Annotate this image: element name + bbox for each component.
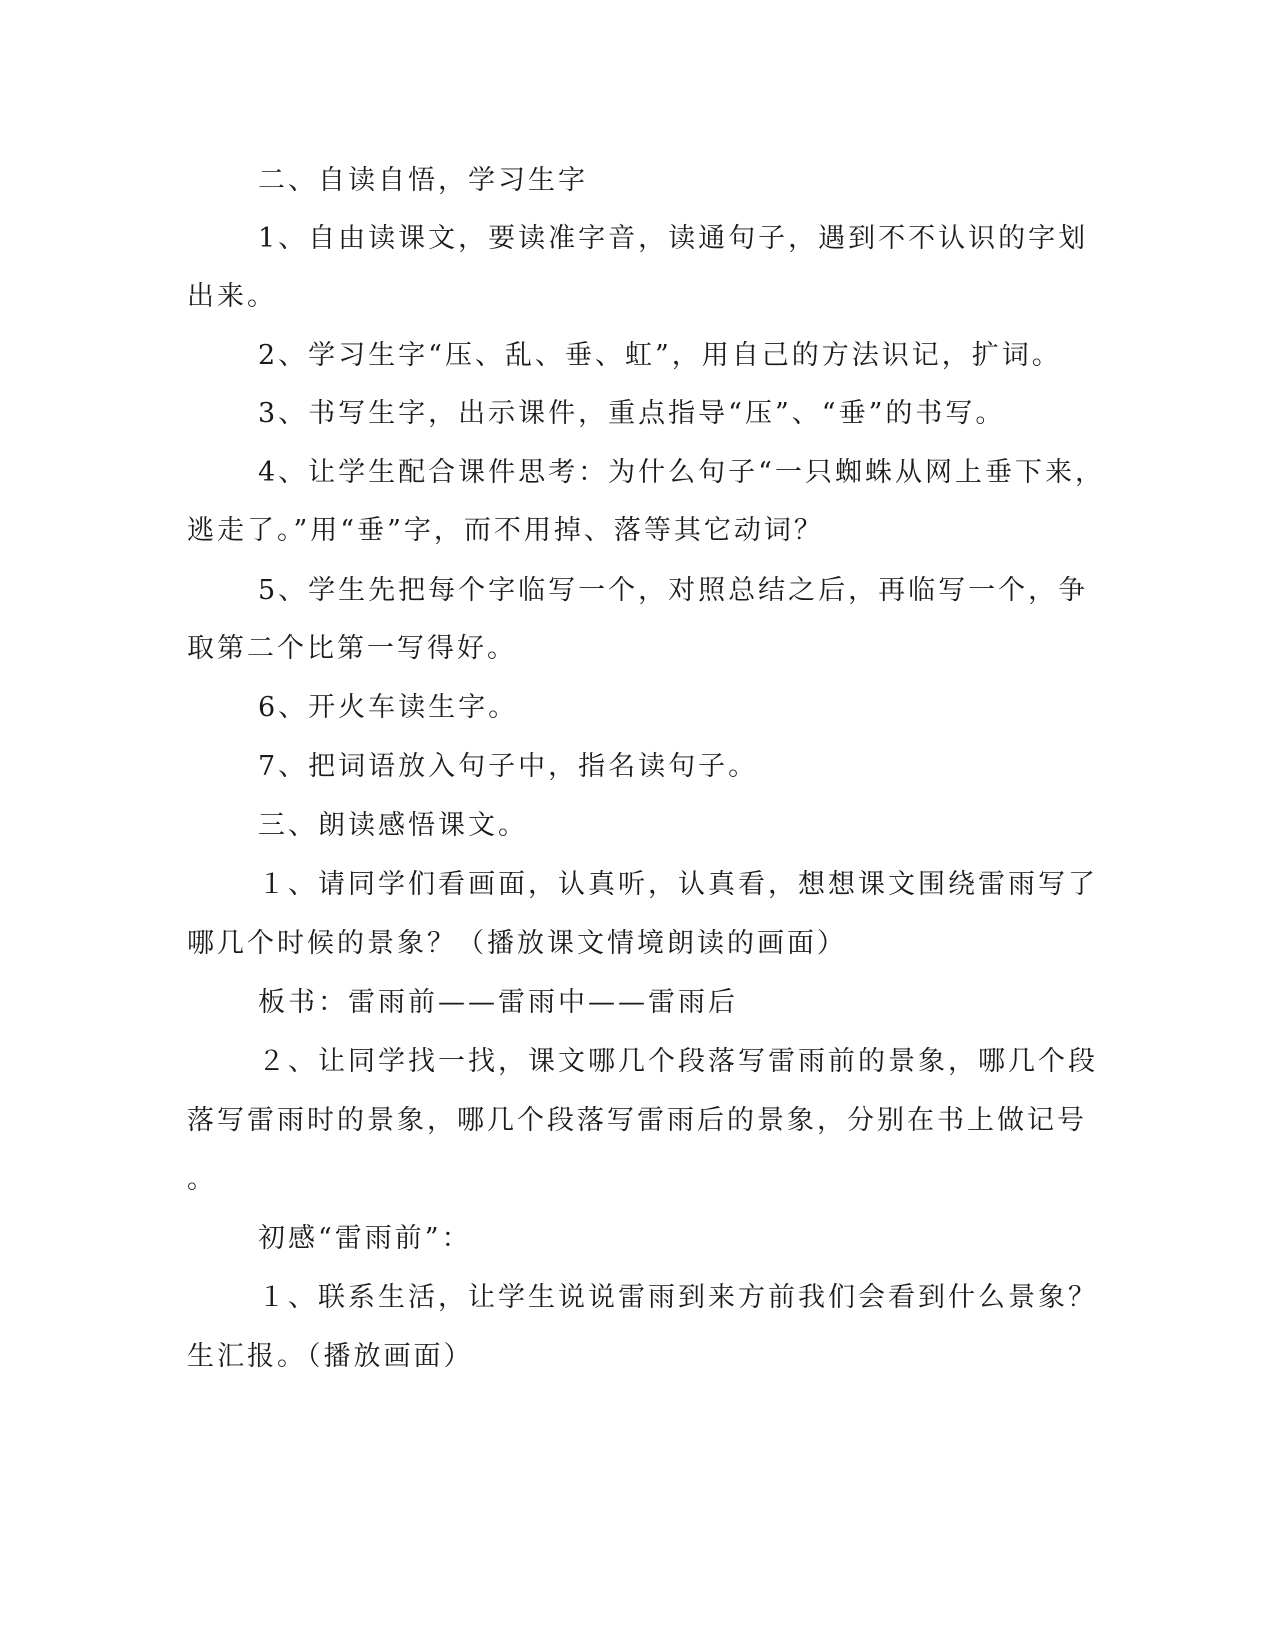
paragraph-line: 3、书写生字，出示课件，重点指导“压”、“垂”的书写。 xyxy=(258,398,1006,429)
subheading-before-storm: 初感“雷雨前”： xyxy=(258,1223,472,1254)
board-writing: 板书：雷雨前——雷雨中——雷雨后 xyxy=(258,987,738,1018)
paragraph-line: ２、让同学找一找，课文哪几个段落写雷雨前的景象，哪几个段 xyxy=(258,1046,1098,1077)
paragraph-line: 生汇报。（播放画面） xyxy=(187,1341,474,1372)
paragraph-line: 取第二个比第一写得好。 xyxy=(187,633,517,664)
paragraph-line: 2、学习生字“压、乱、垂、虹”，用自己的方法识记，扩词。 xyxy=(258,340,1062,371)
paragraph-line: １、请同学们看画面，认真听，认真看，想想课文围绕雷雨写了 xyxy=(258,869,1098,900)
paragraph-line: 7、把词语放入句子中，指名读句子。 xyxy=(258,751,759,782)
heading-self-study: 二、自读自悟，学习生字 xyxy=(258,165,588,196)
paragraph-line: 。 xyxy=(187,1164,217,1195)
paragraph-line: 4、让学生配合课件思考：为什么句子“一只蜘蛛从网上垂下来， xyxy=(258,457,1105,488)
paragraph-line: 哪几个时候的景象？（播放课文情境朗读的画面） xyxy=(187,928,847,959)
paragraph-line: １、联系生活，让学生说说雷雨到来方前我们会看到什么景象？ xyxy=(258,1282,1098,1313)
paragraph-line: 落写雷雨时的景象，哪几个段落写雷雨后的景象，分别在书上做记号 xyxy=(187,1105,1087,1136)
paragraph-line: 6、开火车读生字。 xyxy=(258,692,519,723)
paragraph-line: 出来。 xyxy=(187,281,277,312)
paragraph-line: 5、学生先把每个字临写一个，对照总结之后，再临写一个，争 xyxy=(258,575,1089,606)
paragraph-line: 逃走了。”用“垂”字，而不用掉、落等其它动词？ xyxy=(187,515,824,546)
paragraph-line: 1、自由读课文，要读准字音，读通句子，遇到不不认识的字划 xyxy=(258,223,1089,254)
heading-reading: 三、朗读感悟课文。 xyxy=(258,810,528,841)
